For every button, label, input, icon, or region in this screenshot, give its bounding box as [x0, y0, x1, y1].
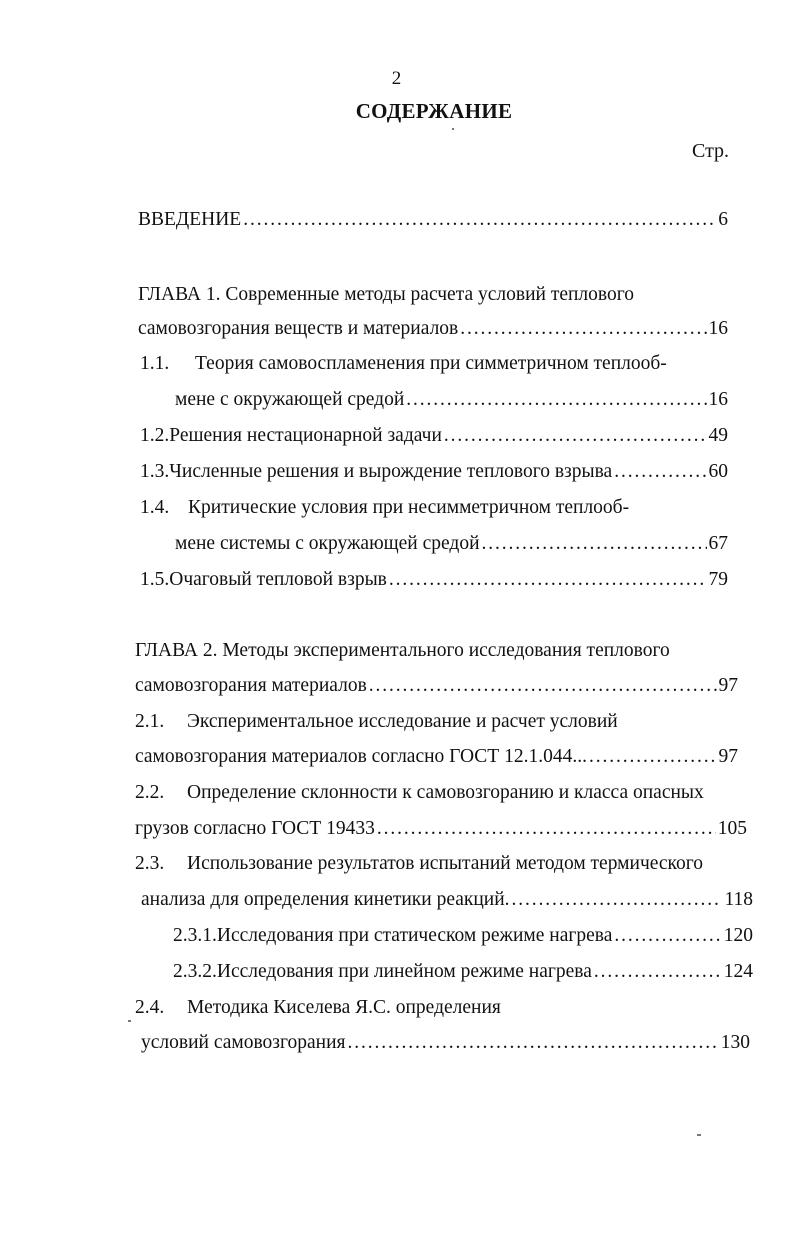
toc-entry-text: Решения нестационарной задачи	[169, 425, 442, 446]
toc-entry-page: 97	[718, 675, 738, 696]
toc-entry-page: 16	[708, 318, 728, 339]
toc-entry-text: анализа для определения кинетики реакций.	[141, 889, 510, 910]
toc-entry-text: мене с окружающей средой	[175, 389, 405, 410]
scan-speck	[128, 1020, 131, 1022]
toc-section-1-4-cont	[175, 532, 728, 556]
toc-entry-text: Критические условия при несимметричном теплооб-	[188, 497, 630, 518]
toc-entry-text: условий самовозгорания	[141, 1032, 346, 1053]
toc-section-number: 1.5.	[140, 569, 170, 590]
leader-dots	[614, 924, 721, 948]
toc-section-number: 2.3.	[135, 853, 165, 874]
toc-section-1-4	[140, 496, 629, 520]
leader-dots	[594, 960, 722, 984]
toc-entry-page: 49	[708, 425, 728, 446]
toc-entry-text: ГЛАВА 2. Методы экспериментального исследования теплового	[135, 640, 670, 661]
toc-section-1-2	[140, 424, 728, 448]
toc-entry-page: 118	[724, 889, 753, 910]
toc-entry-text: Очаговый тепловой взрыв	[169, 569, 387, 590]
toc-entry-text: грузов согласно ГОСТ 19433	[135, 818, 375, 839]
page-column-label: Стр.	[692, 140, 730, 162]
toc-entry-text: Исследования при статическом режиме нагрева	[216, 925, 613, 946]
toc-entry-text: самовозгорания материалов согласно ГОСТ 12.1.044...	[135, 746, 587, 767]
toc-section-number: 1.4.	[140, 497, 170, 518]
toc-entry-page: 124	[723, 961, 753, 982]
leader-dots	[369, 674, 717, 698]
toc-section-2-3-1	[173, 924, 753, 948]
leader-dots	[377, 817, 716, 841]
toc-section-2-3-cont	[141, 888, 753, 912]
toc-entry-text: Численные решения и вырождение теплового взрыва	[169, 461, 613, 482]
toc-chapter-2-title-cont	[135, 674, 738, 698]
toc-entry-page: 105	[717, 818, 747, 839]
toc-section-number: 1.2.	[140, 425, 170, 446]
toc-entry-page: 67	[708, 533, 728, 554]
leader-dots	[460, 317, 706, 341]
toc-section-2-2	[135, 781, 704, 805]
toc-chapter-1-title-cont	[138, 317, 728, 341]
toc-entry-introduction	[138, 208, 728, 232]
toc-entry-page: 97	[718, 746, 738, 767]
toc-entry-page: 79	[708, 569, 728, 590]
scan-speck	[697, 1134, 701, 1136]
toc-entry-text: Теория самовоспламенения при симметричном теплооб-	[195, 353, 667, 374]
leader-dots	[614, 460, 706, 484]
toc-section-1-5	[140, 568, 728, 592]
toc-section-number: 1.1.	[140, 353, 170, 374]
toc-section-number: 2.3.2.	[173, 961, 217, 982]
leader-dots	[348, 1031, 719, 1055]
scan-speck	[452, 128, 454, 130]
toc-entry-page: 130	[720, 1032, 750, 1053]
page-title: СОДЕРЖАНИЕ	[355, 99, 513, 123]
toc-chapter-2-title	[135, 639, 670, 663]
leader-dots	[589, 745, 717, 769]
leader-dots	[406, 388, 706, 412]
toc-section-number: 2.4.	[135, 997, 165, 1018]
toc-entry-text: Экспериментальное исследование и расчет условий	[187, 711, 618, 732]
toc-entry-text: самовозгорания материалов	[135, 675, 367, 696]
toc-entry-page: 120	[723, 925, 753, 946]
leader-dots	[482, 532, 707, 556]
toc-section-2-2-cont	[135, 817, 747, 841]
toc-entry-text: ГЛАВА 1. Современные методы расчета условий теплового	[138, 284, 635, 305]
leader-dots	[512, 888, 723, 912]
toc-section-2-3	[135, 852, 703, 876]
toc-entry-text: мене системы с окружающей средой	[175, 533, 480, 554]
toc-entry-page: 6	[718, 209, 728, 230]
toc-section-2-1	[135, 710, 618, 734]
toc-section-2-3-2	[173, 960, 753, 984]
toc-section-2-4	[135, 996, 501, 1020]
toc-section-number: 2.1.	[135, 711, 165, 732]
toc-entry-page: 16	[708, 389, 728, 410]
page-number: 2	[391, 68, 402, 89]
toc-entry-text: Использование результатов испытаний методом термического	[187, 853, 704, 874]
toc-section-number: 2.2.	[135, 782, 165, 803]
toc-entry-text: самовозгорания веществ и материалов	[138, 318, 459, 339]
toc-chapter-1-title	[138, 283, 634, 307]
leader-dots	[389, 568, 707, 592]
toc-entry-text: ВВЕДЕНИЕ	[138, 209, 242, 230]
toc-entry-text: Методика Киселева Я.С. определения	[187, 997, 501, 1018]
toc-section-1-3	[140, 460, 728, 484]
toc-entry-text: Исследования при линейном режиме нагрева	[216, 961, 592, 982]
toc-section-2-1-cont	[135, 745, 738, 769]
leader-dots	[444, 424, 707, 448]
toc-entry-page: 60	[708, 461, 728, 482]
toc-section-2-4-cont	[141, 1031, 750, 1055]
toc-section-number: 2.3.1.	[173, 925, 217, 946]
toc-section-1-1-cont	[175, 388, 728, 412]
toc-section-number: 1.3.	[140, 461, 170, 482]
toc-section-1-1	[140, 352, 667, 376]
leader-dots	[243, 208, 716, 232]
toc-entry-text: Определение склонности к самовозгоранию и класса опасных	[187, 782, 704, 803]
